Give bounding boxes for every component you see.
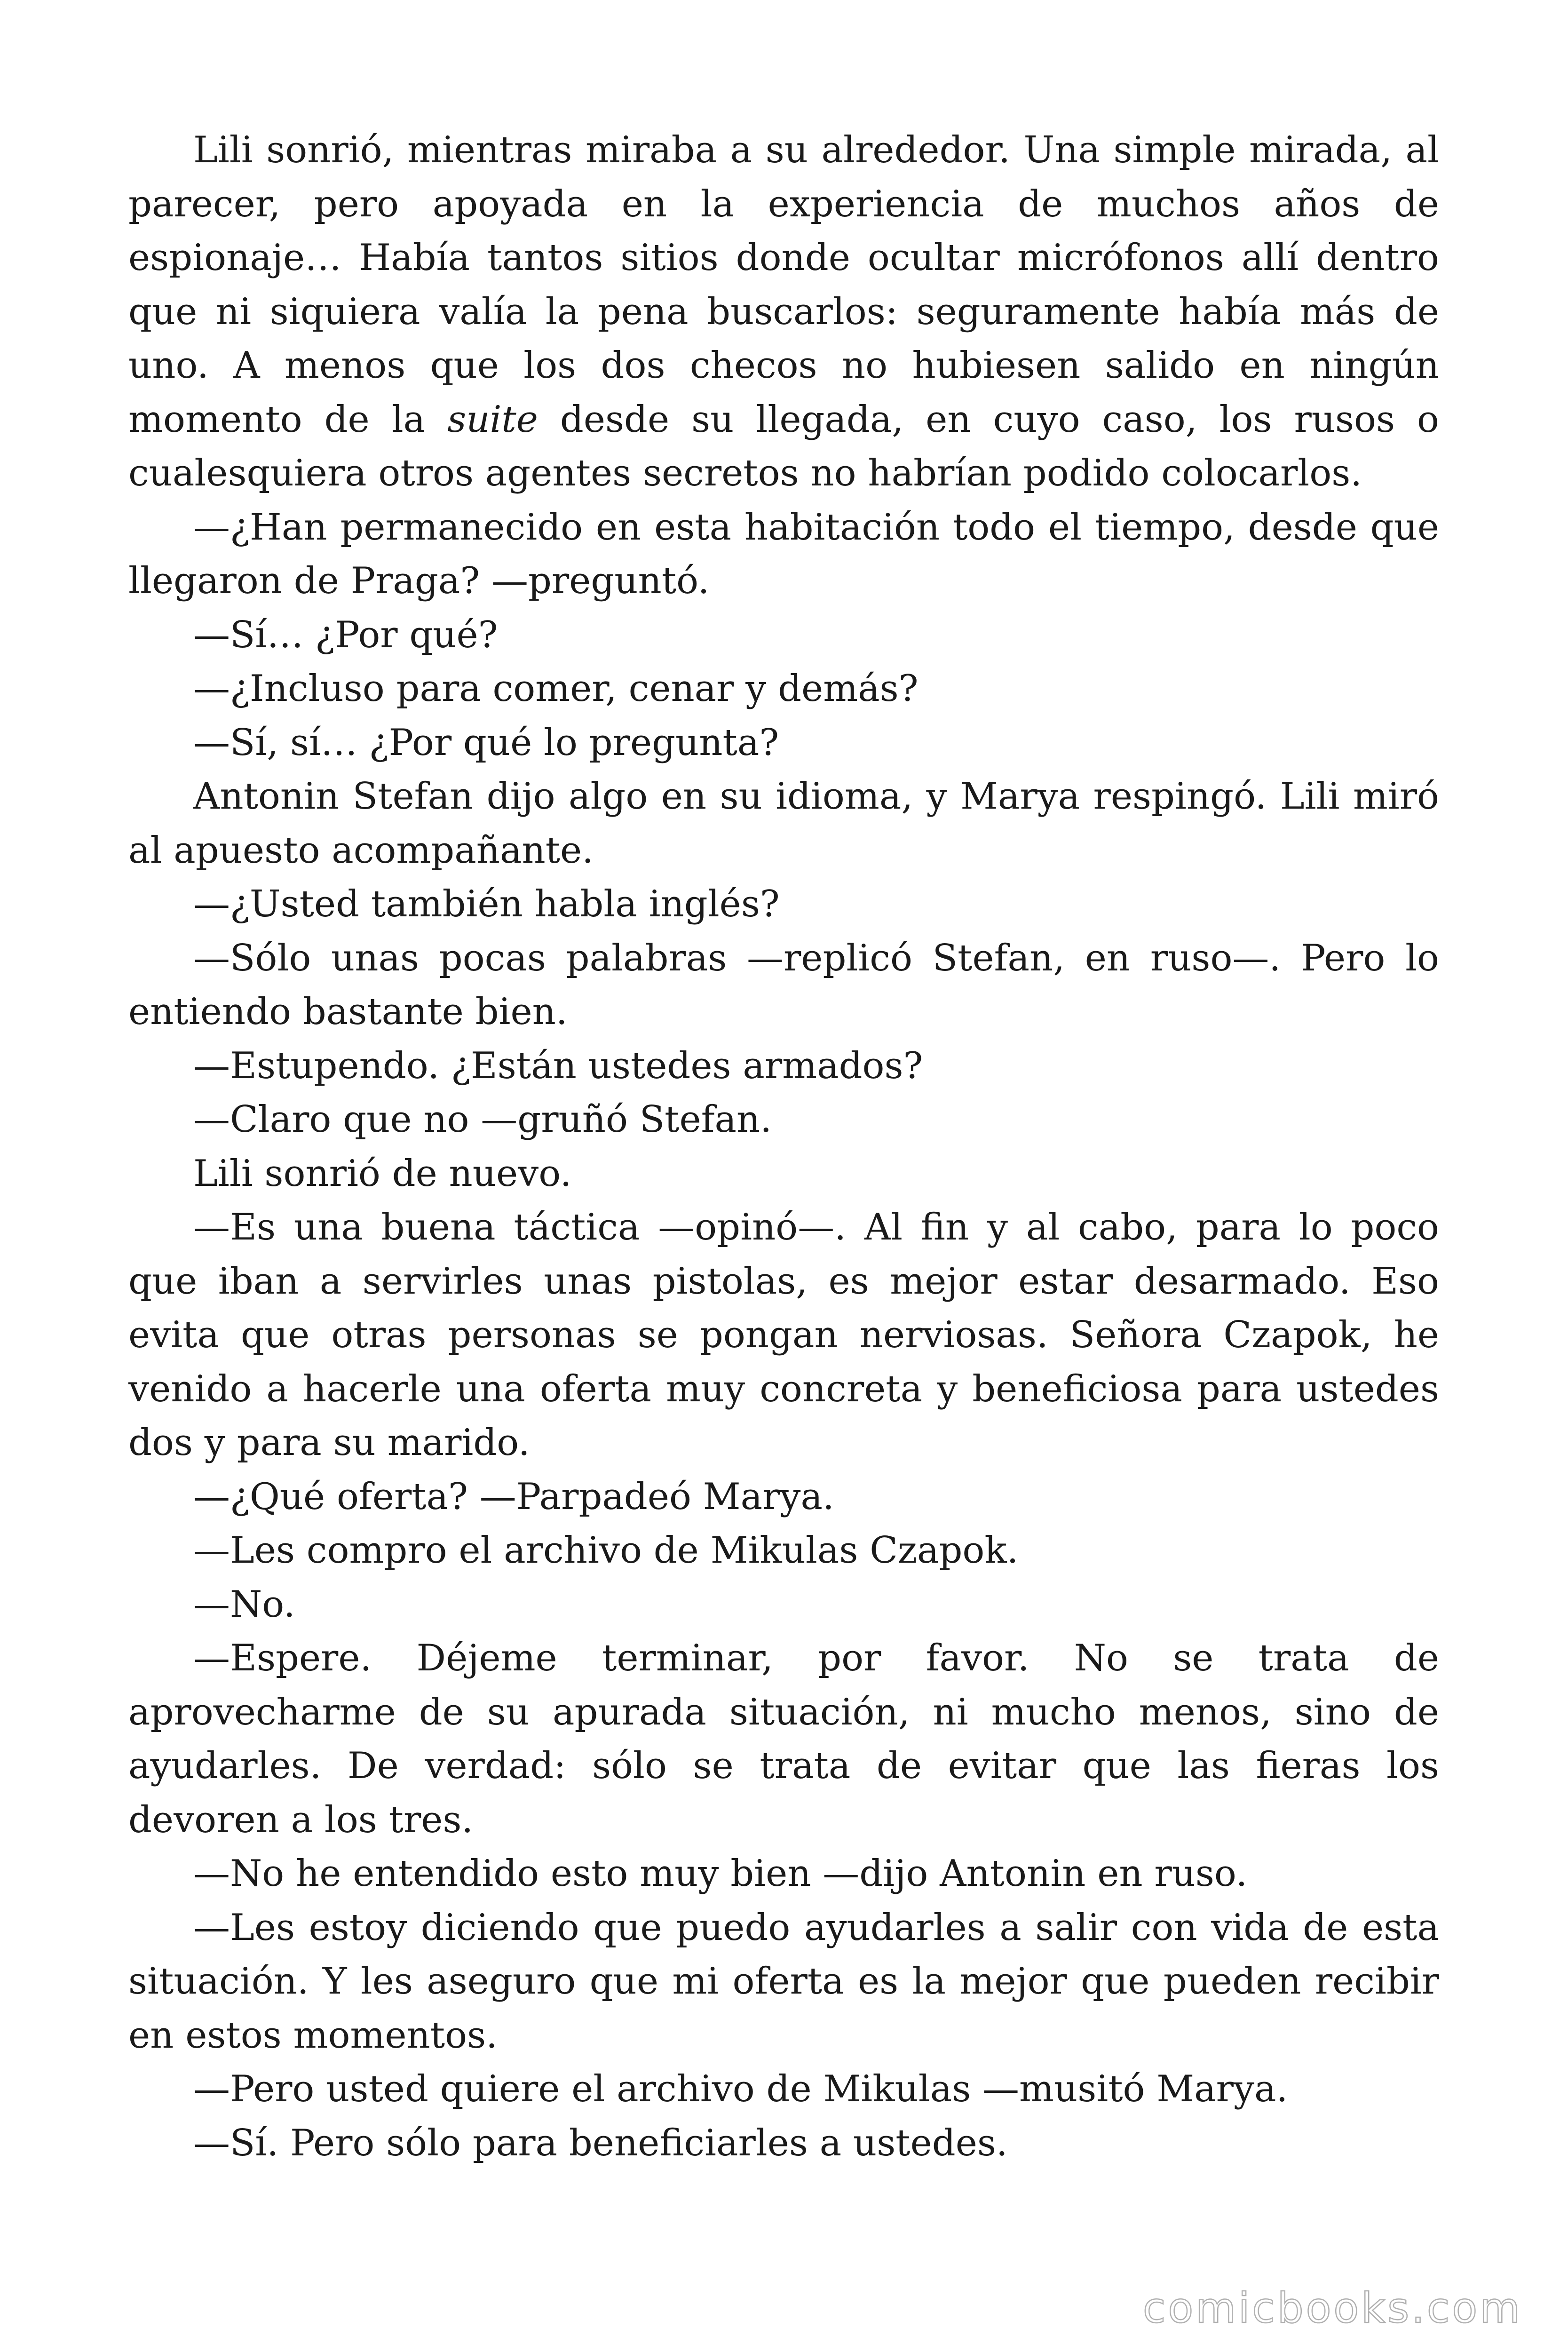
paragraph-text: desde su llegada, en cuyo caso, los rusos o cualesquiera otros agentes secretos no habrían podido colocarlos. bbox=[128, 398, 1439, 494]
paragraph: —¿Usted también habla inglés? bbox=[193, 883, 780, 925]
paragraph: —Sólo unas pocas palabras —replicó Stefan, en ruso—. Pero lo entiendo bastante bien. bbox=[128, 937, 1439, 1033]
paragraph: —Sí. Pero sólo para beneficiarles a ustedes. bbox=[193, 2122, 1008, 2164]
paragraph: —Les compro el archivo de Mikulas Czapok. bbox=[193, 1529, 1019, 1572]
paragraph: —¿Incluso para comer, cenar y demás? bbox=[193, 667, 919, 710]
paragraph bbox=[128, 123, 1439, 501]
paragraph: —Claro que no —gruñó Stefan. bbox=[193, 1098, 772, 1141]
paragraph: Antonin Stefan dijo algo en su idioma, y Marya respingó. Lili miró al apuesto acompañante. bbox=[128, 775, 1439, 872]
paragraph: —No. bbox=[193, 1583, 295, 1626]
italic-word: suite bbox=[447, 398, 538, 441]
paragraph: —Les estoy diciendo que puedo ayudarles a salir con vida de esta situación. Y les aseguro que mi oferta es la mejor que pueden recibir en estos momentos. bbox=[128, 1906, 1439, 2057]
paragraph-text: Lili sonrió, mientras miraba a su alrededor. Una simple mirada, al parecer, pero apoyada en la experiencia de muchos años de espionaje… Había tantos sitios donde ocultar micrófonos allí dentro que ni siquiera valía la pena buscarlos: seguramente había más de uno. A menos que los dos checos no hubiesen salido en ningún momento de la bbox=[128, 129, 1439, 441]
paragraph: Lili sonrió de nuevo. bbox=[193, 1152, 572, 1195]
paragraph: —¿Qué oferta? —Parpadeó Marya. bbox=[193, 1475, 834, 1518]
paragraph: —No he entendido esto muy bien —dijo Antonin en ruso. bbox=[193, 1852, 1248, 1895]
paragraph: —Es una buena táctica —opinó—. Al fin y al cabo, para lo poco que iban a servirles unas pistolas, es mejor estar desarmado. Eso evita que otras personas se pongan nerviosas. Señora Czapok, he venido a hacerle una oferta muy concreta y beneficiosa para ustedes dos y para su marido. bbox=[128, 1206, 1439, 1464]
paragraph: —Sí… ¿Por qué? bbox=[193, 613, 498, 656]
paragraph: —Espere. Déjeme terminar, por favor. No se trata de aprovecharme de su apurada situación, ni mucho menos, sino de ayudarles. De verdad: sólo se trata de evitar que las fieras los devoren a los tres. bbox=[128, 1637, 1439, 1841]
paragraph: —¿Han permanecido en esta habitación todo el tiempo, desde que llegaron de Praga? —preguntó. bbox=[128, 506, 1439, 602]
paragraph: —Pero usted quiere el archivo de Mikulas —musitó Marya. bbox=[193, 2068, 1288, 2110]
paragraph: —Estupendo. ¿Están ustedes armados? bbox=[193, 1044, 923, 1087]
watermark-logo: comicbooks.com bbox=[1142, 2284, 1522, 2332]
page-body-text bbox=[128, 123, 1439, 2170]
paragraph: —Sí, sí… ¿Por qué lo pregunta? bbox=[193, 721, 779, 764]
